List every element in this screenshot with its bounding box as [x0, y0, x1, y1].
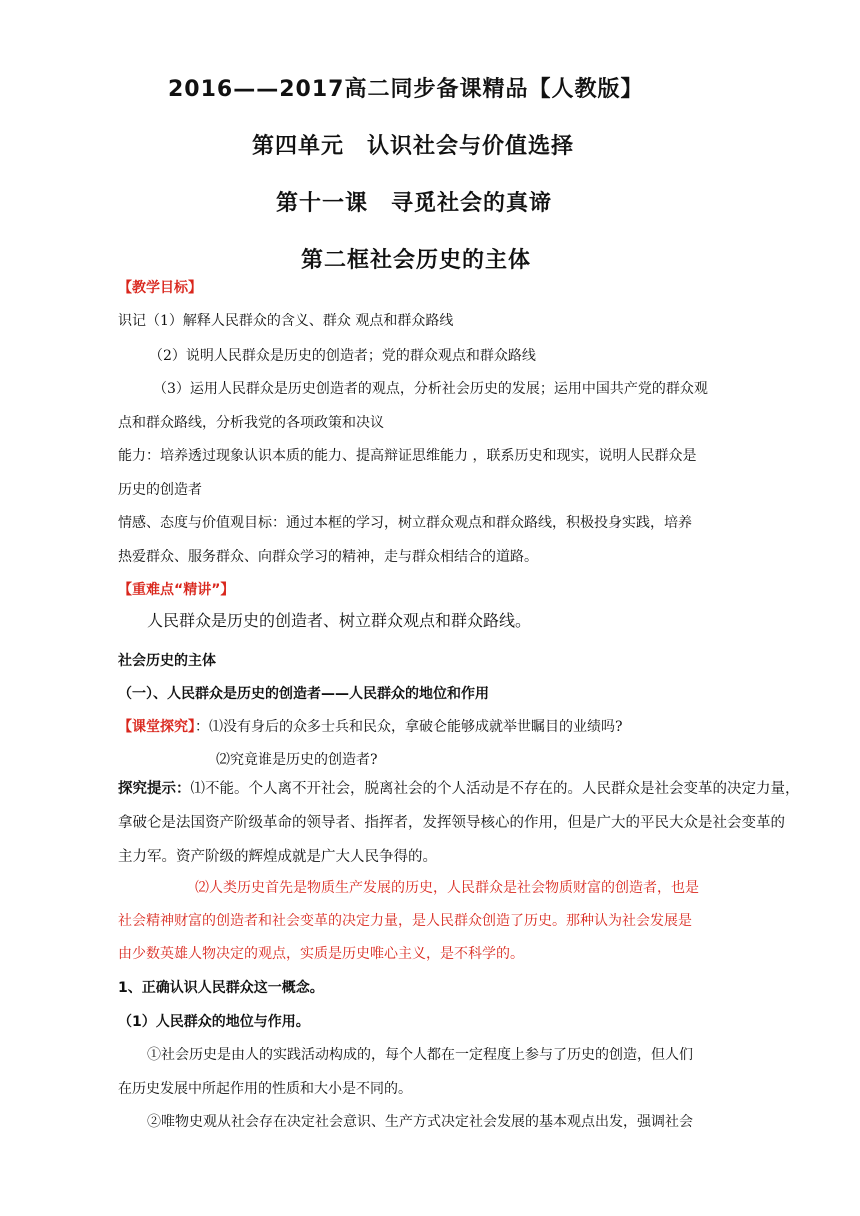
emotion-goal: 热爱群众、服务群众、向群众学习的精神，走与群众相结合的道路。	[118, 549, 538, 565]
objective-line: 识记（1）解释人民群众的含义、群众 观点和群众路线	[118, 313, 454, 329]
doc-title-unit: 第四单元 认识社会与价值选择	[252, 134, 575, 159]
hint-text: 主力军。资产阶级的辉煌成就是广大人民争得的。	[118, 849, 437, 865]
answer-text: 由少数英雄人物决定的观点，实质是历史唯心主义，是不科学的。	[118, 946, 524, 962]
subsection-title: （一）、人民群众是历史的创造者——人民群众的地位和作用	[118, 686, 489, 702]
doc-title-lesson: 第十一课 寻觅社会的真谛	[276, 191, 553, 216]
content-heading: 1、正确认识人民群众这一概念。	[118, 980, 324, 996]
answer-text: ⑵人类历史首先是物质生产发展的历史，人民群众是社会物质财富的创造者，也是	[195, 880, 699, 896]
content-subheading: （1）人民群众的地位与作用。	[118, 1014, 310, 1030]
heading-objectives: 【教学目标】	[118, 280, 202, 296]
objective-line: 点和群众路线，分析我党的各项政策和决议	[118, 415, 384, 431]
explore-question-2: ⑵究竟谁是历史的创造者?	[216, 752, 378, 768]
ability-goal: 历史的创造者	[118, 482, 202, 498]
emotion-goal: 情感、态度与价值观目标：通过本框的学习，树立群众观点和群众路线，积极投身实践，培养	[118, 515, 692, 531]
hint-text: ⑴不能。个人离不开社会，脱离社会的个人活动是不存在的。人民群众是社会变革的决定力量，	[190, 781, 800, 797]
doc-title-series: 2016——2017高二同步备课精品【人教版】	[168, 77, 644, 102]
doc-title-section: 第二框社会历史的主体	[301, 248, 532, 273]
content-paragraph: 在历史发展中所起作用的性质和大小是不同的。	[118, 1081, 412, 1097]
ability-goal: 能力：培养透过现象认识本质的能力、提高辩证思维能力 ，联系历史和现实，说明人民群众是	[118, 448, 697, 464]
key-points-text: 人民群众是历史的创造者、树立群众观点和群众路线。	[147, 611, 532, 630]
objective-line: （3）运用人民群众是历史创造者的观点，分析社会历史的发展；运用中国共产党的群众观	[153, 381, 708, 397]
hint-line	[118, 777, 800, 798]
objective-line: （2）说明人民群众是历史的创造者；党的群众观点和群众路线	[149, 348, 536, 364]
answer-text: 社会精神财富的创造者和社会变革的决定力量，是人民群众创造了历史。那种认为社会发展是	[118, 913, 692, 929]
explore-question-line	[118, 716, 623, 736]
hint-label: 探究提示：	[118, 781, 191, 797]
content-paragraph: ①社会历史是由人的实践活动构成的，每个人都在一定程度上参与了历史的创造，但人们	[147, 1047, 693, 1063]
heading-key-points: 【重难点“精讲”】	[118, 582, 235, 598]
section-title: 社会历史的主体	[118, 653, 216, 669]
content-paragraph: ②唯物史观从社会存在决定社会意识、生产方式决定社会发展的基本观点出发，强调社会	[147, 1114, 693, 1130]
hint-text: 拿破仑是法国资产阶级革命的领导者、指挥者，发挥领导核心的作用，但是广大的平民大众是社会变革的	[118, 815, 785, 831]
explore-label: 【课堂探究】	[118, 719, 195, 735]
explore-question-1: ：⑴没有身后的众多士兵和民众，拿破仑能够成就举世瞩目的业绩吗?	[195, 719, 623, 735]
